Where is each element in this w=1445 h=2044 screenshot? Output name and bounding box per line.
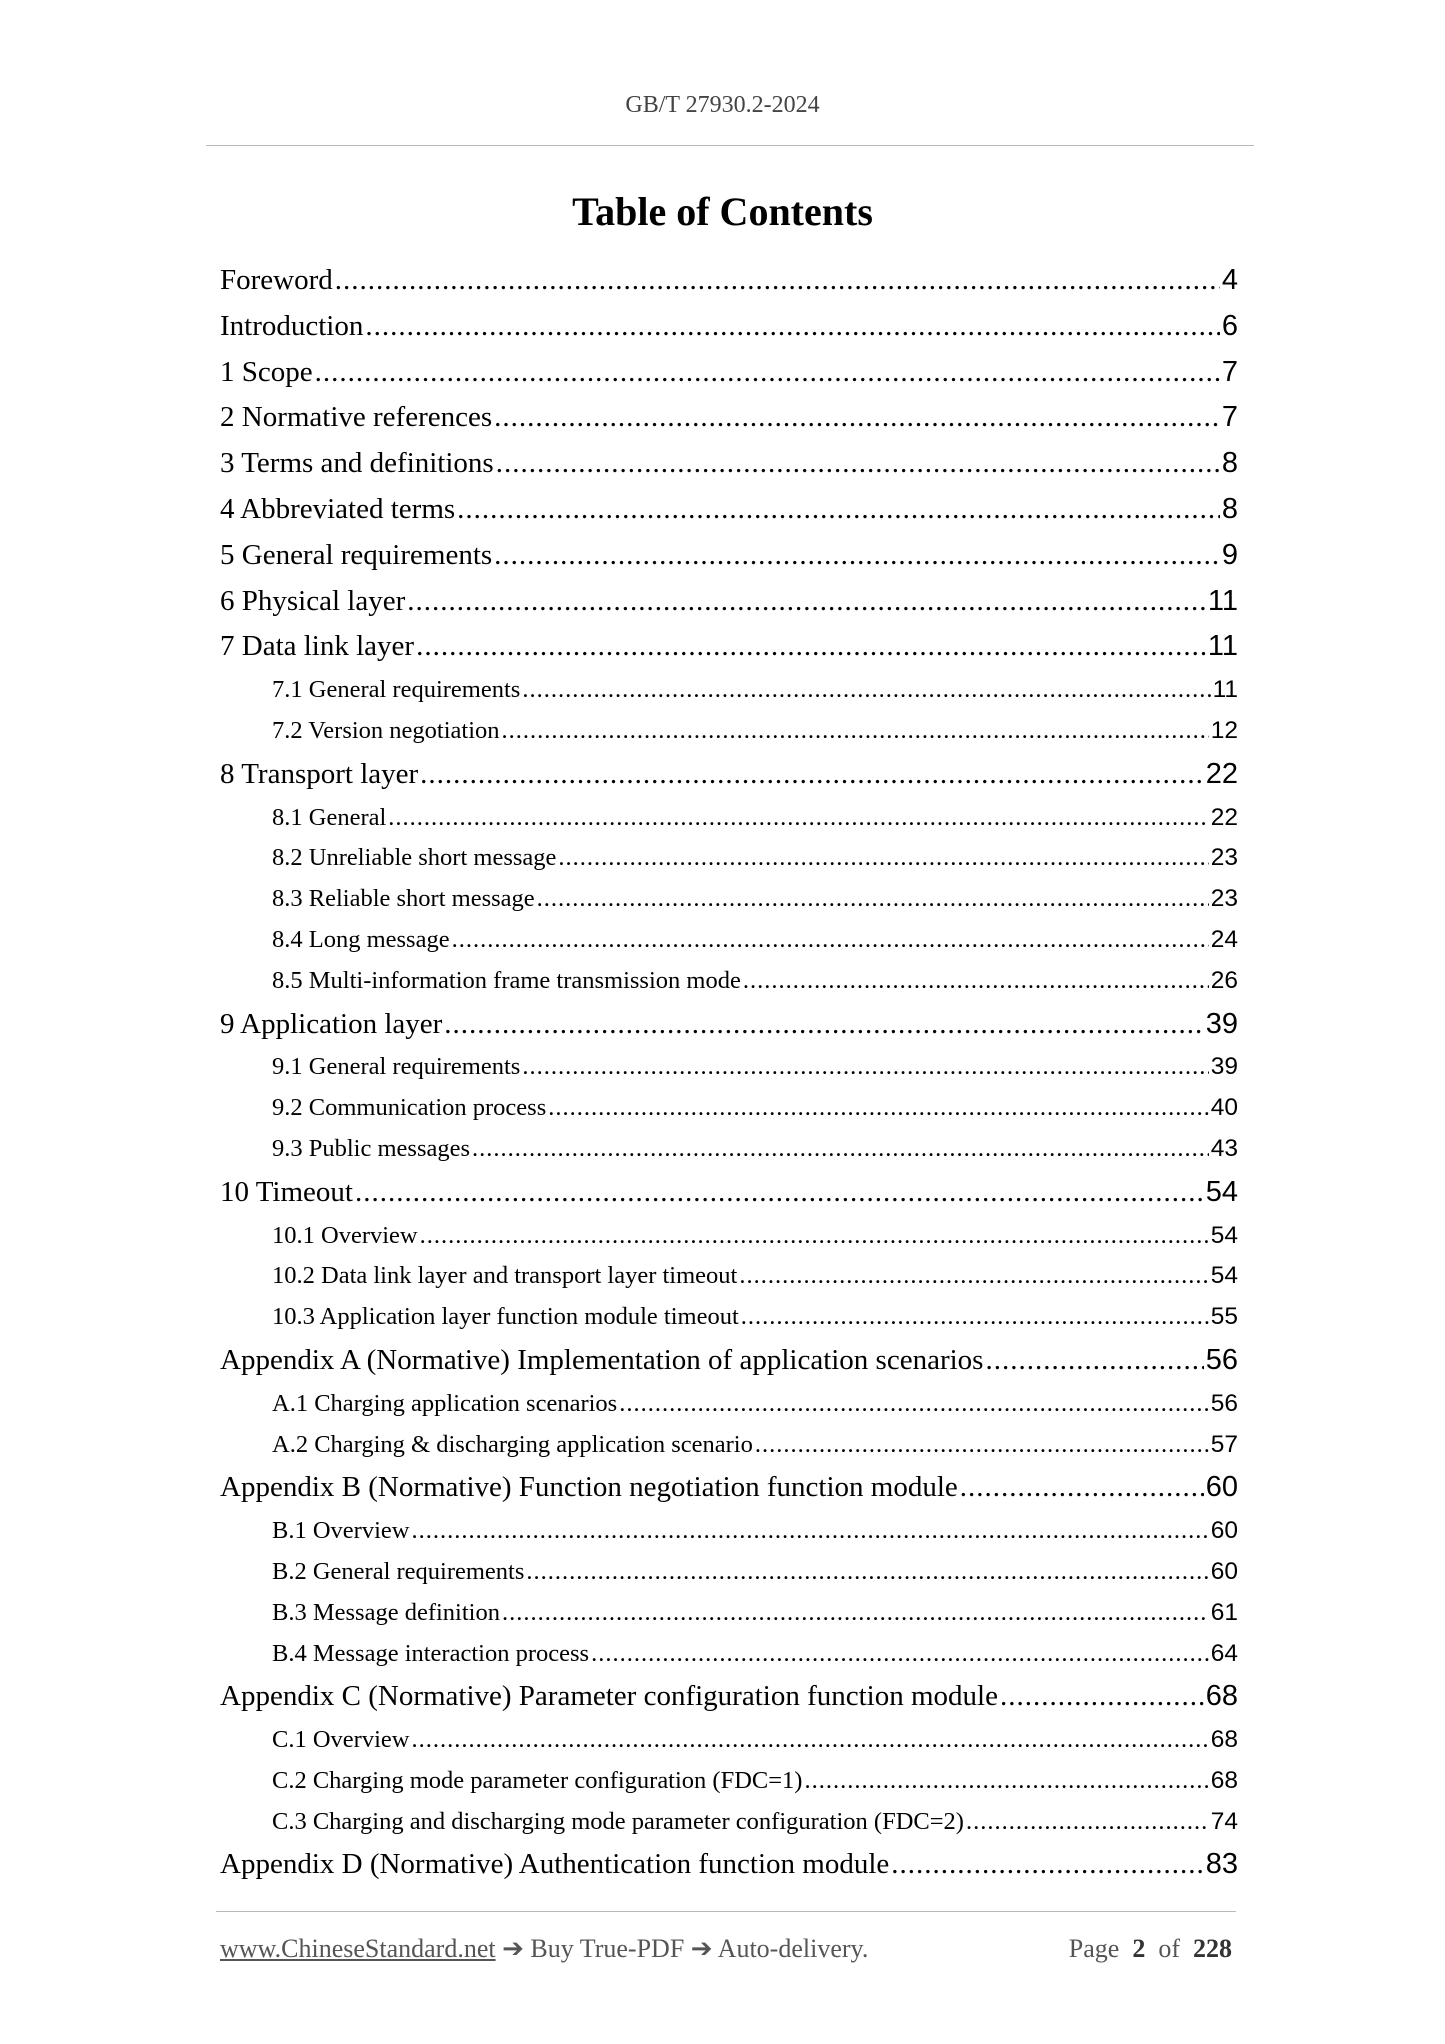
toc-entry-label: 3 Terms and definitions [220, 447, 494, 480]
toc-entry[interactable] [220, 395, 1238, 441]
toc-entry-label: 9.2 Communication process [272, 1094, 547, 1122]
dot-leader [960, 1465, 1204, 1511]
toc-entry[interactable] [220, 1256, 1238, 1297]
toc-entry-page-number: 54 [1210, 1221, 1238, 1249]
toc-entry-page-number: 7 [1221, 401, 1238, 434]
toc-entry-label: Foreword [220, 264, 333, 296]
footer-left [220, 1934, 868, 1964]
dot-leader [526, 1552, 1208, 1593]
toc-entry-label: 10.2 Data link layer and transport layer timeout [272, 1262, 738, 1290]
dot-leader [315, 350, 1220, 396]
toc-entry[interactable] [220, 1634, 1238, 1675]
toc-entry-page-number: 12 [1210, 716, 1238, 744]
toc-entry[interactable] [220, 711, 1238, 752]
toc-entry[interactable] [220, 961, 1238, 1002]
toc-entry[interactable] [220, 798, 1238, 839]
toc-entry[interactable] [220, 670, 1238, 711]
toc-entry-page-number: 26 [1210, 966, 1238, 994]
dot-leader [502, 711, 1209, 752]
toc-entry-page-number: 22 [1210, 803, 1238, 831]
toc-entry-page-number: 11 [1207, 584, 1238, 617]
toc-entry-page-number: 11 [1207, 630, 1238, 663]
toc-entry-page-number: 74 [1210, 1807, 1238, 1835]
toc-entry[interactable] [220, 920, 1238, 961]
toc-entry-page-number: 56 [1210, 1389, 1238, 1417]
toc-entry-page-number: 39 [1210, 1053, 1238, 1081]
of-word: of [1158, 1934, 1180, 1963]
toc-entry-page-number: 54 [1210, 1262, 1238, 1290]
toc-entry-page-number: 83 [1205, 1848, 1238, 1881]
footer-divider [216, 1911, 1236, 1912]
toc-entry-label: C.3 Charging and discharging mode parameter configuration (FDC=2) [272, 1807, 964, 1835]
dot-leader [472, 1129, 1209, 1170]
toc-entry-page-number: 61 [1210, 1598, 1238, 1626]
dot-leader [739, 1256, 1208, 1297]
dot-leader [496, 441, 1220, 487]
toc-entry[interactable] [220, 1593, 1238, 1634]
toc-entry-page-number: 6 [1221, 309, 1238, 342]
toc-entry-label: 9.3 Public messages [272, 1134, 471, 1162]
dot-leader [420, 1216, 1209, 1257]
toc-entry-label: 4 Abbreviated terms [220, 492, 456, 525]
toc-entry-page-number: 56 [1205, 1343, 1238, 1376]
toc-entry[interactable] [220, 1170, 1238, 1216]
dot-leader [457, 487, 1220, 533]
toc-entry-label: C.1 Overview [272, 1726, 410, 1754]
dot-leader [411, 1720, 1208, 1761]
toc-entry-label: 10.3 Application layer function module timeout [272, 1303, 739, 1331]
dot-leader [522, 670, 1210, 711]
toc-entry[interactable] [220, 1338, 1238, 1384]
toc-entry-page-number: 64 [1210, 1639, 1238, 1667]
toc-entry-page-number: 4 [1221, 264, 1238, 296]
toc-entry-page-number: 23 [1210, 844, 1238, 872]
toc-entry-label: A.1 Charging application scenarios [272, 1389, 618, 1417]
toc-entry-page-number: 55 [1210, 1303, 1238, 1331]
dot-leader [741, 1297, 1209, 1338]
toc-entry-label: 7.1 General requirements [272, 676, 521, 704]
dot-leader [494, 533, 1220, 579]
toc-entry-page-number: 22 [1205, 757, 1238, 790]
toc-entry[interactable] [220, 1129, 1238, 1170]
toc-entry-label: 9.1 General requirements [272, 1053, 521, 1081]
toc-entry[interactable] [220, 1047, 1238, 1088]
toc-entry-page-number: 11 [1212, 676, 1238, 704]
toc-entry[interactable] [220, 1842, 1238, 1888]
toc-entry-page-number: 23 [1210, 885, 1238, 913]
toc-entry-page-number: 60 [1210, 1557, 1238, 1585]
toc-entry-label: 7 Data link layer [220, 630, 415, 663]
dot-leader [522, 1047, 1208, 1088]
dot-leader [502, 1593, 1209, 1634]
toc-entry-label: 1 Scope [220, 355, 313, 388]
dot-leader [985, 1338, 1203, 1384]
total-page-count: 228 [1193, 1934, 1232, 1963]
toc-entry[interactable] [220, 838, 1238, 879]
toc-entry[interactable] [220, 304, 1238, 350]
toc-entry[interactable] [220, 441, 1238, 487]
dot-leader [619, 1384, 1209, 1425]
toc-entry-label: 6 Physical layer [220, 584, 406, 617]
toc-entry[interactable] [220, 1465, 1238, 1511]
dot-leader [804, 1761, 1208, 1802]
dot-leader [755, 1425, 1209, 1466]
toc-entry-page-number: 9 [1221, 538, 1238, 571]
toc-entry-label: B.2 General requirements [272, 1557, 525, 1585]
dot-leader [335, 258, 1220, 304]
toc-entry-label: 8.3 Reliable short message [272, 885, 535, 913]
toc-entry[interactable] [220, 1552, 1238, 1593]
document-code: GB/T 27930.2-2024 [625, 92, 820, 118]
page-header [0, 92, 1445, 119]
toc-entry[interactable] [220, 1425, 1238, 1466]
toc-entry-page-number: 40 [1210, 1094, 1238, 1122]
toc-list [220, 258, 1238, 1888]
toc-entry-page-number: 68 [1205, 1680, 1238, 1713]
toc-entry-label: Appendix B (Normative) Function negotiation function module [220, 1471, 958, 1504]
toc-entry-page-number: 68 [1210, 1766, 1238, 1794]
site-link[interactable]: www.ChineseStandard.net [220, 1934, 496, 1963]
dot-leader [591, 1634, 1209, 1675]
page-word: Page [1068, 1934, 1120, 1963]
toc-entry[interactable] [220, 1002, 1238, 1048]
toc-entry-page-number: 68 [1210, 1726, 1238, 1754]
toc-entry[interactable] [220, 1802, 1238, 1843]
dot-leader [558, 838, 1208, 879]
dot-leader [494, 395, 1220, 441]
toc-entry-label: C.2 Charging mode parameter configuration (FDC=1) [272, 1766, 803, 1794]
toc-entry[interactable] [220, 1297, 1238, 1338]
toc-entry-label: 8.4 Long message [272, 925, 450, 953]
toc-entry-page-number: 60 [1210, 1517, 1238, 1545]
arrow-icon: ➔ [502, 1934, 524, 1963]
toc-entry-label: B.4 Message interaction process [272, 1639, 590, 1667]
toc-entry[interactable] [220, 879, 1238, 920]
dot-leader [355, 1170, 1204, 1216]
toc-entry[interactable] [220, 1761, 1238, 1802]
toc-entry-page-number: 24 [1210, 925, 1238, 953]
current-page-number: 2 [1132, 1934, 1146, 1963]
toc-entry[interactable] [220, 533, 1238, 579]
toc-entry[interactable] [220, 1384, 1238, 1425]
dot-leader [452, 920, 1209, 961]
toc-entry-label: Introduction [220, 309, 364, 342]
dot-leader [743, 961, 1209, 1002]
toc-entry[interactable] [220, 1674, 1238, 1720]
toc-entry[interactable] [220, 579, 1238, 625]
page-indicator [1069, 1934, 1232, 1964]
toc-entry-label: 8.2 Unreliable short message [272, 844, 557, 872]
toc-entry-label: 10 Timeout [220, 1175, 353, 1208]
dot-leader [388, 798, 1208, 839]
toc-entry-page-number: 43 [1210, 1134, 1238, 1162]
toc-entry-label: A.2 Charging & discharging application scenario [272, 1430, 753, 1458]
toc-entry[interactable] [220, 258, 1238, 304]
toc-entry-label: B.1 Overview [272, 1517, 410, 1545]
dot-leader [537, 879, 1209, 920]
dot-leader [444, 1002, 1203, 1048]
toc-entry[interactable] [220, 487, 1238, 533]
toc-entry[interactable] [220, 1720, 1238, 1761]
dot-leader [365, 304, 1220, 350]
toc-entry-page-number: 60 [1205, 1471, 1238, 1504]
toc-entry-page-number: 54 [1205, 1175, 1238, 1208]
toc-entry[interactable] [220, 1216, 1238, 1257]
header-divider [206, 145, 1254, 146]
dot-leader [416, 624, 1206, 670]
dot-leader [407, 579, 1206, 625]
toc-entry-label: 2 Normative references [220, 401, 493, 434]
dot-leader [420, 752, 1204, 798]
toc-entry[interactable] [220, 752, 1238, 798]
toc-entry-page-number: 7 [1221, 355, 1238, 388]
toc-entry-label: 8 Transport layer [220, 757, 419, 790]
toc-entry-label: Appendix D (Normative) Authentication function module [220, 1848, 890, 1881]
dot-leader [411, 1511, 1208, 1552]
toc-entry-page-number: 8 [1221, 447, 1238, 480]
dot-leader [891, 1842, 1203, 1888]
toc-entry-label: 5 General requirements [220, 538, 493, 571]
toc-entry[interactable] [220, 350, 1238, 396]
toc-entry[interactable] [220, 1511, 1238, 1552]
toc-entry-label: Appendix A (Normative) Implementation of application scenarios [220, 1343, 984, 1376]
toc-entry[interactable] [220, 1088, 1238, 1129]
dot-leader [966, 1802, 1209, 1843]
toc-entry-page-number: 39 [1205, 1007, 1238, 1040]
toc-entry-page-number: 8 [1221, 492, 1238, 525]
toc-entry-page-number: 57 [1210, 1430, 1238, 1458]
toc-entry-label: 8.5 Multi-information frame transmission mode [272, 966, 741, 994]
toc-entry-label: Appendix C (Normative) Parameter configuration function module [220, 1680, 998, 1713]
toc-entry-label: 9 Application layer [220, 1007, 443, 1040]
toc-entry-label: B.3 Message definition [272, 1598, 500, 1626]
toc-title: Table of Contents [572, 189, 873, 234]
toc-entry-label: 8.1 General [272, 803, 387, 831]
toc-entry-label: 7.2 Version negotiation [272, 716, 500, 744]
toc-entry[interactable] [220, 624, 1238, 670]
arrow-icon: ➔ [690, 1934, 713, 1963]
buy-text: Buy True-PDF [530, 1934, 685, 1963]
toc-entry-label: 10.1 Overview [272, 1221, 418, 1249]
delivery-text: Auto-delivery. [717, 1934, 869, 1963]
dot-leader [1000, 1674, 1204, 1720]
dot-leader [548, 1088, 1209, 1129]
